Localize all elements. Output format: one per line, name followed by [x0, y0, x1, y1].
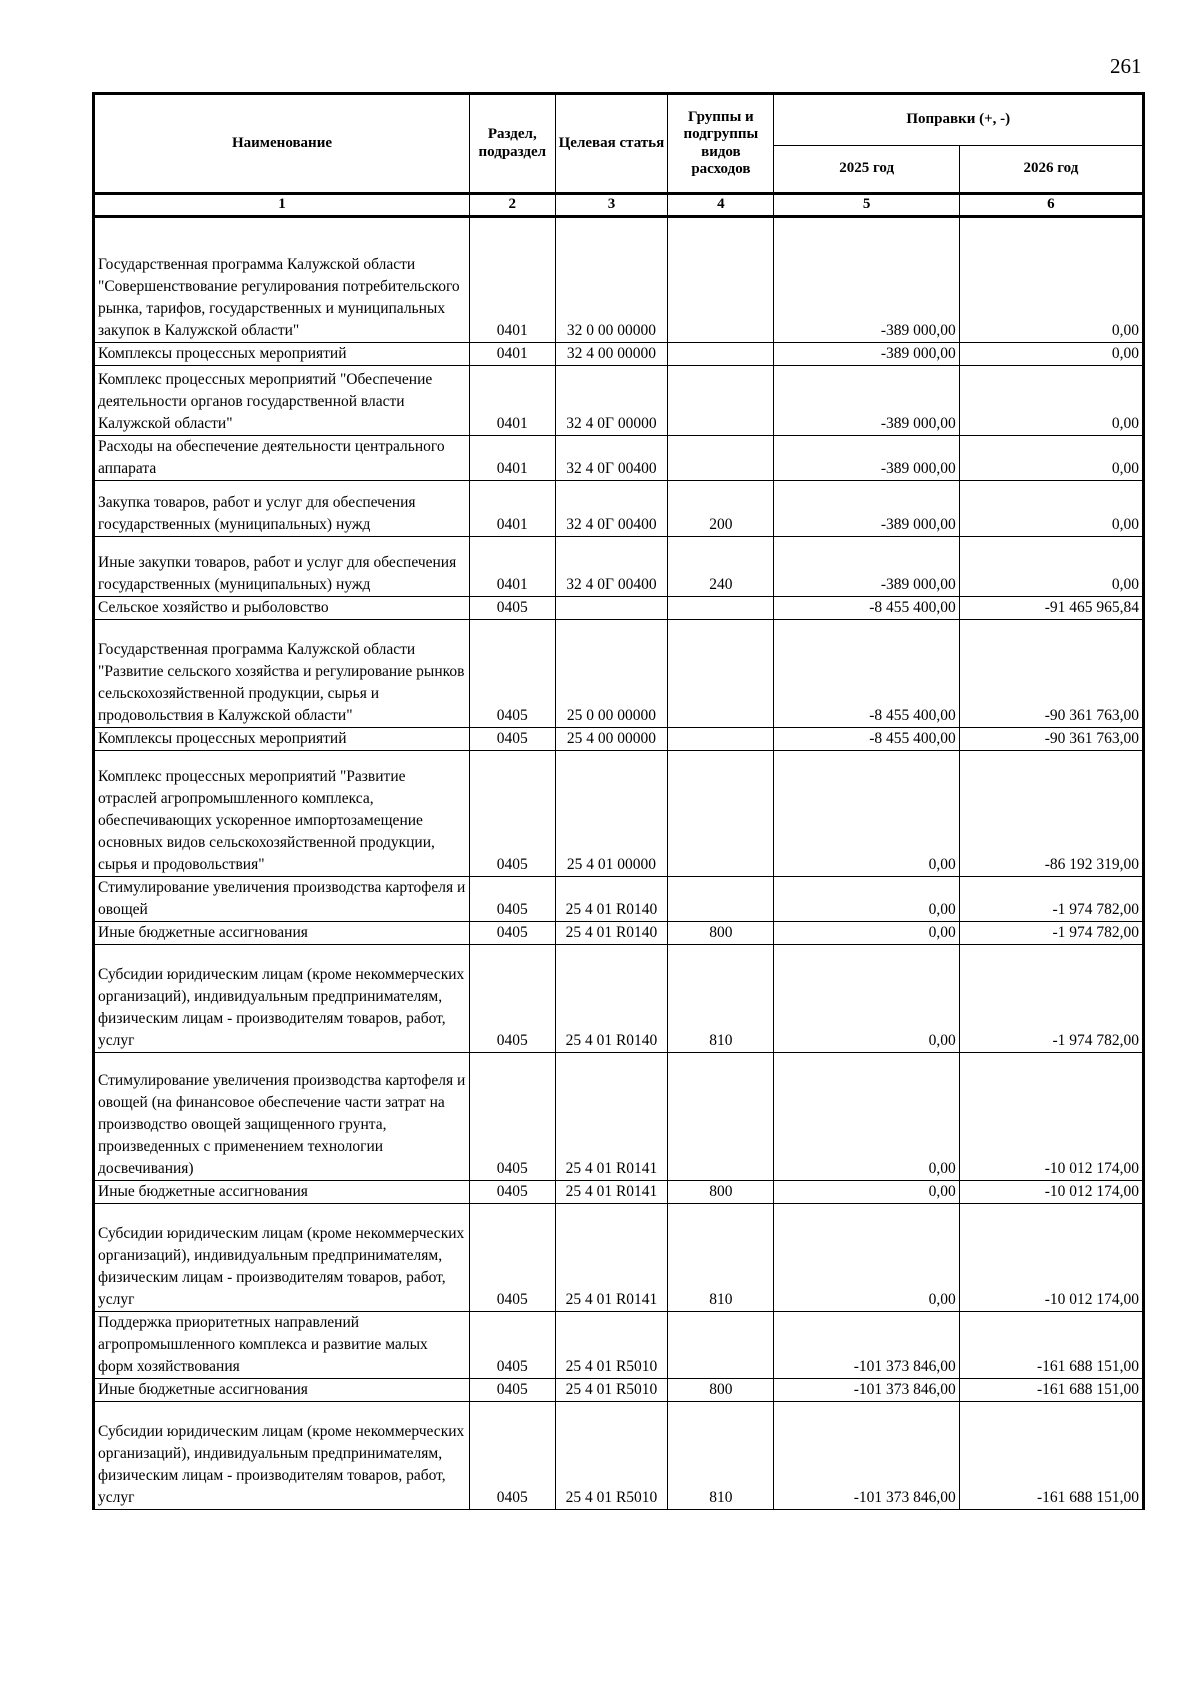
- row-section: 0405: [470, 620, 556, 728]
- row-amount-2026: -86 192 319,00: [959, 751, 1143, 877]
- row-name: Комплексы процессных мероприятий: [94, 728, 470, 751]
- header-target-article: Целевая статья: [555, 94, 668, 194]
- row-amount-2026: -161 688 151,00: [959, 1402, 1143, 1510]
- row-name: Поддержка приоритетных направлений агропромышленного комплекса и развитие малых форм хозяйствования: [94, 1312, 470, 1379]
- row-expense-group: [668, 728, 774, 751]
- row-section: 0401: [470, 366, 556, 436]
- row-amount-2025: 0,00: [774, 1053, 959, 1181]
- row-name: Иные бюджетные ассигнования: [94, 1379, 470, 1402]
- row-amount-2025: -101 373 846,00: [774, 1402, 959, 1510]
- row-expense-group: 810: [668, 945, 774, 1053]
- table-row: [94, 620, 1144, 728]
- row-amount-2026: -10 012 174,00: [959, 1181, 1143, 1204]
- row-amount-2026: -161 688 151,00: [959, 1379, 1143, 1402]
- table-row: [94, 1204, 1144, 1312]
- row-section: 0405: [470, 1402, 556, 1510]
- row-target-article: 25 4 01 R0141: [555, 1053, 668, 1181]
- row-section: 0405: [470, 1181, 556, 1204]
- table-row: [94, 1379, 1144, 1402]
- row-amount-2025: 0,00: [774, 751, 959, 877]
- row-amount-2026: -1 974 782,00: [959, 945, 1143, 1053]
- row-name: Расходы на обеспечение деятельности центрального аппарата: [94, 436, 470, 481]
- row-target-article: 25 4 01 R0141: [555, 1204, 668, 1312]
- row-section: 0405: [470, 597, 556, 620]
- row-section: 0401: [470, 343, 556, 366]
- column-number: 6: [959, 194, 1143, 217]
- row-target-article: 25 4 01 R0140: [555, 945, 668, 1053]
- row-amount-2025: -8 455 400,00: [774, 620, 959, 728]
- row-name: Сельское хозяйство и рыболовство: [94, 597, 470, 620]
- row-amount-2025: 0,00: [774, 1204, 959, 1312]
- row-section: 0405: [470, 877, 556, 922]
- row-name: Комплексы процессных мероприятий: [94, 343, 470, 366]
- header-year-2026: 2026 год: [959, 146, 1143, 194]
- table-row: [94, 1181, 1144, 1204]
- row-amount-2025: -389 000,00: [774, 436, 959, 481]
- row-amount-2026: -10 012 174,00: [959, 1053, 1143, 1181]
- row-expense-group: [668, 751, 774, 877]
- row-name: Иные бюджетные ассигнования: [94, 1181, 470, 1204]
- column-number: 4: [668, 194, 774, 217]
- row-expense-group: 200: [668, 481, 774, 537]
- row-expense-group: 240: [668, 537, 774, 597]
- column-number: 5: [774, 194, 959, 217]
- row-target-article: 25 4 01 00000: [555, 751, 668, 877]
- row-name: Субсидии юридическим лицам (кроме некоммерческих организаций), индивидуальным предпринимателям, физическим лицам - производителям товаров, работ, услуг: [94, 1204, 470, 1312]
- table-row: [94, 597, 1144, 620]
- row-expense-group: 810: [668, 1402, 774, 1510]
- row-target-article: 25 4 01 R5010: [555, 1312, 668, 1379]
- table-row: [94, 751, 1144, 877]
- amendments-table: [92, 92, 1145, 1510]
- row-amount-2025: -389 000,00: [774, 217, 959, 343]
- row-amount-2026: 0,00: [959, 343, 1143, 366]
- table-row: [94, 728, 1144, 751]
- row-name: Субсидии юридическим лицам (кроме некоммерческих организаций), индивидуальным предпринимателям, физическим лицам - производителям товаров, работ, услуг: [94, 945, 470, 1053]
- row-section: 0405: [470, 1053, 556, 1181]
- row-section: 0405: [470, 1204, 556, 1312]
- row-expense-group: [668, 217, 774, 343]
- table-body: [94, 217, 1144, 1510]
- header-name: Наименование: [94, 94, 470, 194]
- row-amount-2025: -389 000,00: [774, 343, 959, 366]
- row-target-article: 32 4 0Г 00400: [555, 481, 668, 537]
- row-target-article: 25 0 00 00000: [555, 620, 668, 728]
- row-section: 0401: [470, 481, 556, 537]
- row-amount-2025: 0,00: [774, 1181, 959, 1204]
- header-year-2025: 2025 год: [774, 146, 959, 194]
- page-number: 261: [1110, 54, 1142, 78]
- row-amount-2026: -90 361 763,00: [959, 620, 1143, 728]
- row-target-article: 25 4 00 00000: [555, 728, 668, 751]
- row-expense-group: [668, 597, 774, 620]
- row-amount-2026: -90 361 763,00: [959, 728, 1143, 751]
- amendments-table-container: [92, 92, 1145, 1510]
- column-number: 2: [470, 194, 556, 217]
- table-row: [94, 945, 1144, 1053]
- row-name: Комплекс процессных мероприятий "Обеспечение деятельности органов государственной власти Калужской области": [94, 366, 470, 436]
- row-name: Иные бюджетные ассигнования: [94, 922, 470, 945]
- row-expense-group: [668, 343, 774, 366]
- row-expense-group: 810: [668, 1204, 774, 1312]
- row-section: 0401: [470, 217, 556, 343]
- table-row: [94, 1402, 1144, 1510]
- row-expense-group: [668, 1312, 774, 1379]
- row-section: 0405: [470, 728, 556, 751]
- table-row: [94, 1312, 1144, 1379]
- row-expense-group: 800: [668, 922, 774, 945]
- row-amount-2026: -91 465 965,84: [959, 597, 1143, 620]
- row-expense-group: [668, 1053, 774, 1181]
- row-section: 0405: [470, 1379, 556, 1402]
- row-name: Стимулирование увеличения производства картофеля и овощей (на финансовое обеспечение части затрат на производство овощей защищенного грунта, произведенных с применением технологии досвечивания): [94, 1053, 470, 1181]
- row-amount-2025: 0,00: [774, 922, 959, 945]
- row-target-article: 32 4 00 00000: [555, 343, 668, 366]
- row-amount-2025: -8 455 400,00: [774, 597, 959, 620]
- row-target-article: 32 4 0Г 00000: [555, 366, 668, 436]
- row-amount-2026: -10 012 174,00: [959, 1204, 1143, 1312]
- row-section: 0405: [470, 1312, 556, 1379]
- row-target-article: 32 4 0Г 00400: [555, 537, 668, 597]
- row-expense-group: [668, 877, 774, 922]
- header-expense-groups: Группы и подгруппы видов расходов: [668, 94, 774, 194]
- row-target-article: 25 4 01 R5010: [555, 1402, 668, 1510]
- row-expense-group: [668, 366, 774, 436]
- row-amount-2025: 0,00: [774, 945, 959, 1053]
- row-amount-2026: 0,00: [959, 436, 1143, 481]
- row-amount-2025: -101 373 846,00: [774, 1312, 959, 1379]
- row-amount-2025: -389 000,00: [774, 537, 959, 597]
- row-amount-2025: -389 000,00: [774, 481, 959, 537]
- column-number: 3: [555, 194, 668, 217]
- row-amount-2026: 0,00: [959, 537, 1143, 597]
- row-amount-2026: -161 688 151,00: [959, 1312, 1143, 1379]
- row-target-article: 32 4 0Г 00400: [555, 436, 668, 481]
- table-row: [94, 481, 1144, 537]
- table-row: [94, 1053, 1144, 1181]
- row-amount-2025: -101 373 846,00: [774, 1379, 959, 1402]
- row-name: Закупка товаров, работ и услуг для обеспечения государственных (муниципальных) нужд: [94, 481, 470, 537]
- row-name: Субсидии юридическим лицам (кроме некоммерческих организаций), индивидуальным предпринимателям, физическим лицам - производителям товаров, работ, услуг: [94, 1402, 470, 1510]
- row-section: 0405: [470, 751, 556, 877]
- row-amount-2026: -1 974 782,00: [959, 877, 1143, 922]
- row-amount-2026: 0,00: [959, 366, 1143, 436]
- row-expense-group: [668, 436, 774, 481]
- row-amount-2025: -389 000,00: [774, 366, 959, 436]
- row-target-article: 25 4 01 R5010: [555, 1379, 668, 1402]
- table-row: [94, 877, 1144, 922]
- row-amount-2026: -1 974 782,00: [959, 922, 1143, 945]
- header-amendments: Поправки (+, -): [774, 94, 1144, 146]
- column-number: 1: [94, 194, 470, 217]
- row-expense-group: 800: [668, 1181, 774, 1204]
- row-amount-2025: 0,00: [774, 877, 959, 922]
- row-target-article: 32 0 00 00000: [555, 217, 668, 343]
- row-section: 0401: [470, 537, 556, 597]
- row-section: 0401: [470, 436, 556, 481]
- row-target-article: 25 4 01 R0141: [555, 1181, 668, 1204]
- row-amount-2026: 0,00: [959, 481, 1143, 537]
- row-name: Стимулирование увеличения производства картофеля и овощей: [94, 877, 470, 922]
- row-amount-2026: 0,00: [959, 217, 1143, 343]
- table-row: [94, 436, 1144, 481]
- row-target-article: 25 4 01 R0140: [555, 922, 668, 945]
- row-target-article: [555, 597, 668, 620]
- row-expense-group: 800: [668, 1379, 774, 1402]
- header-section: Раздел, подраздел: [470, 94, 556, 194]
- row-name: Государственная программа Калужской области "Развитие сельского хозяйства и регулирование рынков сельскохозяйственной продукции, сырья и продовольствия в Калужской области": [94, 620, 470, 728]
- row-expense-group: [668, 620, 774, 728]
- row-section: 0405: [470, 922, 556, 945]
- table-row: [94, 366, 1144, 436]
- row-section: 0405: [470, 945, 556, 1053]
- table-row: [94, 343, 1144, 366]
- table-row: [94, 922, 1144, 945]
- row-target-article: 25 4 01 R0140: [555, 877, 668, 922]
- row-name: Комплекс процессных мероприятий "Развитие отраслей агропромышленного комплекса, обеспечивающих ускоренное импортозамещение основных видов сельскохозяйственной продукции, сырья и продовольствия": [94, 751, 470, 877]
- row-name: Государственная программа Калужской области "Совершенствование регулирования потребительского рынка, тарифов, государственных и муниципальных закупок в Калужской области": [94, 217, 470, 343]
- row-name: Иные закупки товаров, работ и услуг для обеспечения государственных (муниципальных) нужд: [94, 537, 470, 597]
- table-row: [94, 217, 1144, 343]
- table-row: [94, 537, 1144, 597]
- row-amount-2025: -8 455 400,00: [774, 728, 959, 751]
